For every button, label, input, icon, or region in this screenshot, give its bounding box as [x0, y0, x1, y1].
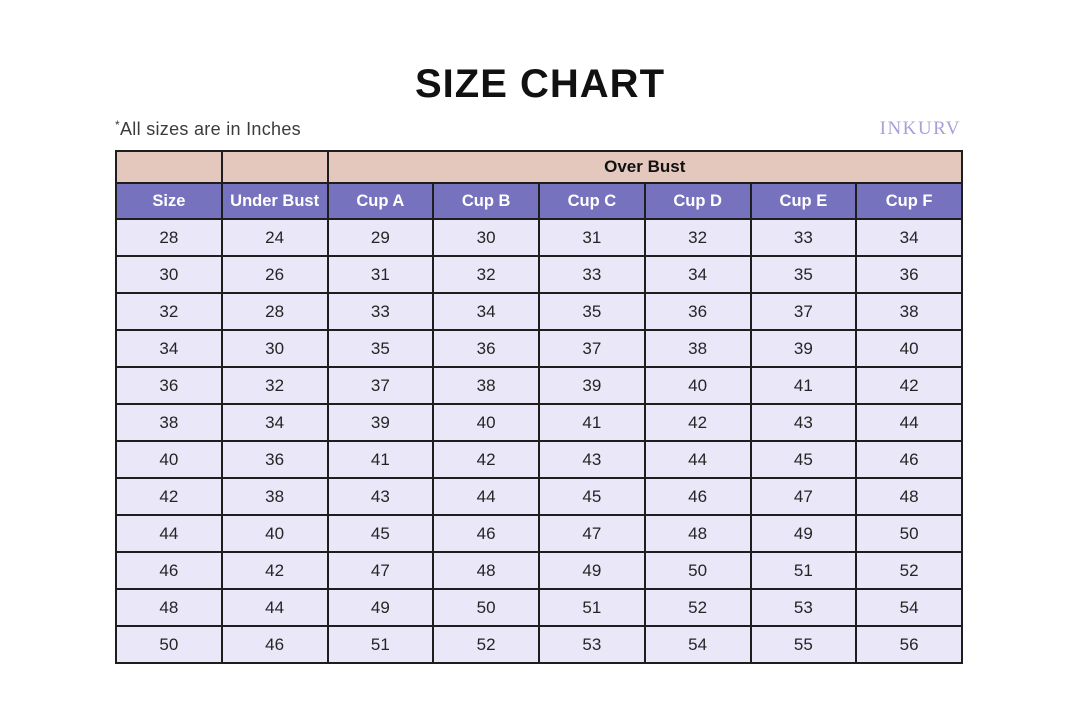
- table-cell: 52: [856, 552, 962, 589]
- table-cell: 50: [645, 552, 751, 589]
- table-cell: 44: [116, 515, 222, 552]
- table-cell: 42: [645, 404, 751, 441]
- table-cell: 45: [328, 515, 434, 552]
- column-header-cup-d: Cup D: [645, 183, 751, 219]
- table-cell: 30: [116, 256, 222, 293]
- table-cell: 38: [645, 330, 751, 367]
- table-row: [116, 589, 962, 626]
- table-cell: 38: [433, 367, 539, 404]
- table-cell: 49: [751, 515, 857, 552]
- table-cell: 41: [539, 404, 645, 441]
- table-cell: 36: [116, 367, 222, 404]
- table-cell: 34: [433, 293, 539, 330]
- table-cell: 41: [328, 441, 434, 478]
- subheader: [115, 118, 963, 140]
- note-text: All sizes are in Inches: [119, 119, 301, 139]
- table-cell: 26: [222, 256, 328, 293]
- table-cell: 43: [751, 404, 857, 441]
- table-cell: 48: [433, 552, 539, 589]
- table-cell: 42: [433, 441, 539, 478]
- table-cell: 45: [751, 441, 857, 478]
- table-cell: 34: [116, 330, 222, 367]
- table-cell: 31: [328, 256, 434, 293]
- table-cell: 48: [116, 589, 222, 626]
- table-cell: 36: [645, 293, 751, 330]
- table-cell: 35: [751, 256, 857, 293]
- empty-header-cell-under-bust: [222, 151, 328, 183]
- table-cell: 40: [222, 515, 328, 552]
- table-cell: 42: [116, 478, 222, 515]
- table-cell: 51: [751, 552, 857, 589]
- table-cell: 40: [645, 367, 751, 404]
- table-cell: 46: [222, 626, 328, 663]
- table-row: [116, 293, 962, 330]
- table-cell: 34: [645, 256, 751, 293]
- table-cell: 44: [645, 441, 751, 478]
- table-cell: 34: [222, 404, 328, 441]
- table-cell: 32: [222, 367, 328, 404]
- table-cell: 43: [328, 478, 434, 515]
- table-cell: 55: [751, 626, 857, 663]
- table-cell: 40: [433, 404, 539, 441]
- table-cell: 47: [328, 552, 434, 589]
- table-row: [116, 256, 962, 293]
- table-cell: 40: [116, 441, 222, 478]
- table-cell: 28: [116, 219, 222, 256]
- table-cell: 46: [645, 478, 751, 515]
- table-cell: 51: [539, 589, 645, 626]
- table-row: [116, 404, 962, 441]
- table-cell: 34: [856, 219, 962, 256]
- table-cell: 38: [856, 293, 962, 330]
- table-cell: 47: [751, 478, 857, 515]
- table-cell: 53: [751, 589, 857, 626]
- table-row: [116, 478, 962, 515]
- column-header-cup-a: Cup A: [328, 183, 434, 219]
- column-header-cup-e: Cup E: [751, 183, 857, 219]
- table-cell: 44: [222, 589, 328, 626]
- table-cell: 46: [856, 441, 962, 478]
- table-row: [116, 441, 962, 478]
- table-row: [116, 626, 962, 663]
- table-cell: 38: [222, 478, 328, 515]
- table-cell: 36: [856, 256, 962, 293]
- table-cell: 50: [433, 589, 539, 626]
- table-cell: 53: [539, 626, 645, 663]
- note-asterisk: *: [115, 118, 120, 132]
- table-cell: 49: [328, 589, 434, 626]
- size-table-body: [116, 219, 962, 663]
- size-chart-table-container: [115, 150, 963, 664]
- table-cell: 33: [539, 256, 645, 293]
- column-header-cup-b: Cup B: [433, 183, 539, 219]
- table-cell: 32: [116, 293, 222, 330]
- table-cell: 33: [751, 219, 857, 256]
- table-cell: 46: [116, 552, 222, 589]
- table-cell: 50: [116, 626, 222, 663]
- table-cell: 32: [645, 219, 751, 256]
- table-cell: 39: [539, 367, 645, 404]
- table-cell: 39: [751, 330, 857, 367]
- table-cell: 37: [539, 330, 645, 367]
- over-bust-header-row: [116, 151, 962, 183]
- column-header-cup-c: Cup C: [539, 183, 645, 219]
- table-row: [116, 330, 962, 367]
- table-cell: 46: [433, 515, 539, 552]
- table-cell: 47: [539, 515, 645, 552]
- table-cell: 37: [328, 367, 434, 404]
- table-cell: 50: [856, 515, 962, 552]
- table-cell: 36: [433, 330, 539, 367]
- over-bust-group-header: Over Bust: [328, 151, 963, 183]
- table-cell: 48: [856, 478, 962, 515]
- table-cell: 56: [856, 626, 962, 663]
- column-header-row: [116, 183, 962, 219]
- table-cell: 41: [751, 367, 857, 404]
- table-cell: 54: [856, 589, 962, 626]
- table-cell: 52: [645, 589, 751, 626]
- table-cell: 32: [433, 256, 539, 293]
- page-title: SIZE CHART: [415, 62, 665, 106]
- table-cell: 40: [856, 330, 962, 367]
- empty-header-cell-size: [116, 151, 222, 183]
- table-cell: 37: [751, 293, 857, 330]
- table-cell: 36: [222, 441, 328, 478]
- table-cell: 29: [328, 219, 434, 256]
- table-row: [116, 367, 962, 404]
- table-cell: 51: [328, 626, 434, 663]
- units-note: [115, 118, 301, 140]
- table-row: [116, 219, 962, 256]
- table-cell: 43: [539, 441, 645, 478]
- table-cell: 28: [222, 293, 328, 330]
- table-cell: 35: [539, 293, 645, 330]
- table-cell: 30: [433, 219, 539, 256]
- table-cell: 48: [645, 515, 751, 552]
- table-row: [116, 552, 962, 589]
- table-cell: 35: [328, 330, 434, 367]
- table-cell: 42: [856, 367, 962, 404]
- table-cell: 44: [433, 478, 539, 515]
- column-header-cup-f: Cup F: [856, 183, 962, 219]
- table-cell: 45: [539, 478, 645, 515]
- table-cell: 52: [433, 626, 539, 663]
- table-cell: 39: [328, 404, 434, 441]
- brand-logo: INKURV: [879, 118, 961, 139]
- table-cell: 24: [222, 219, 328, 256]
- column-header-under-bust: Under Bust: [222, 183, 328, 219]
- table-cell: 54: [645, 626, 751, 663]
- table-row: [116, 515, 962, 552]
- column-header-size: Size: [116, 183, 222, 219]
- table-cell: 33: [328, 293, 434, 330]
- table-cell: 38: [116, 404, 222, 441]
- table-cell: 44: [856, 404, 962, 441]
- table-cell: 42: [222, 552, 328, 589]
- table-cell: 31: [539, 219, 645, 256]
- size-chart-table: [115, 150, 963, 664]
- table-cell: 49: [539, 552, 645, 589]
- table-cell: 30: [222, 330, 328, 367]
